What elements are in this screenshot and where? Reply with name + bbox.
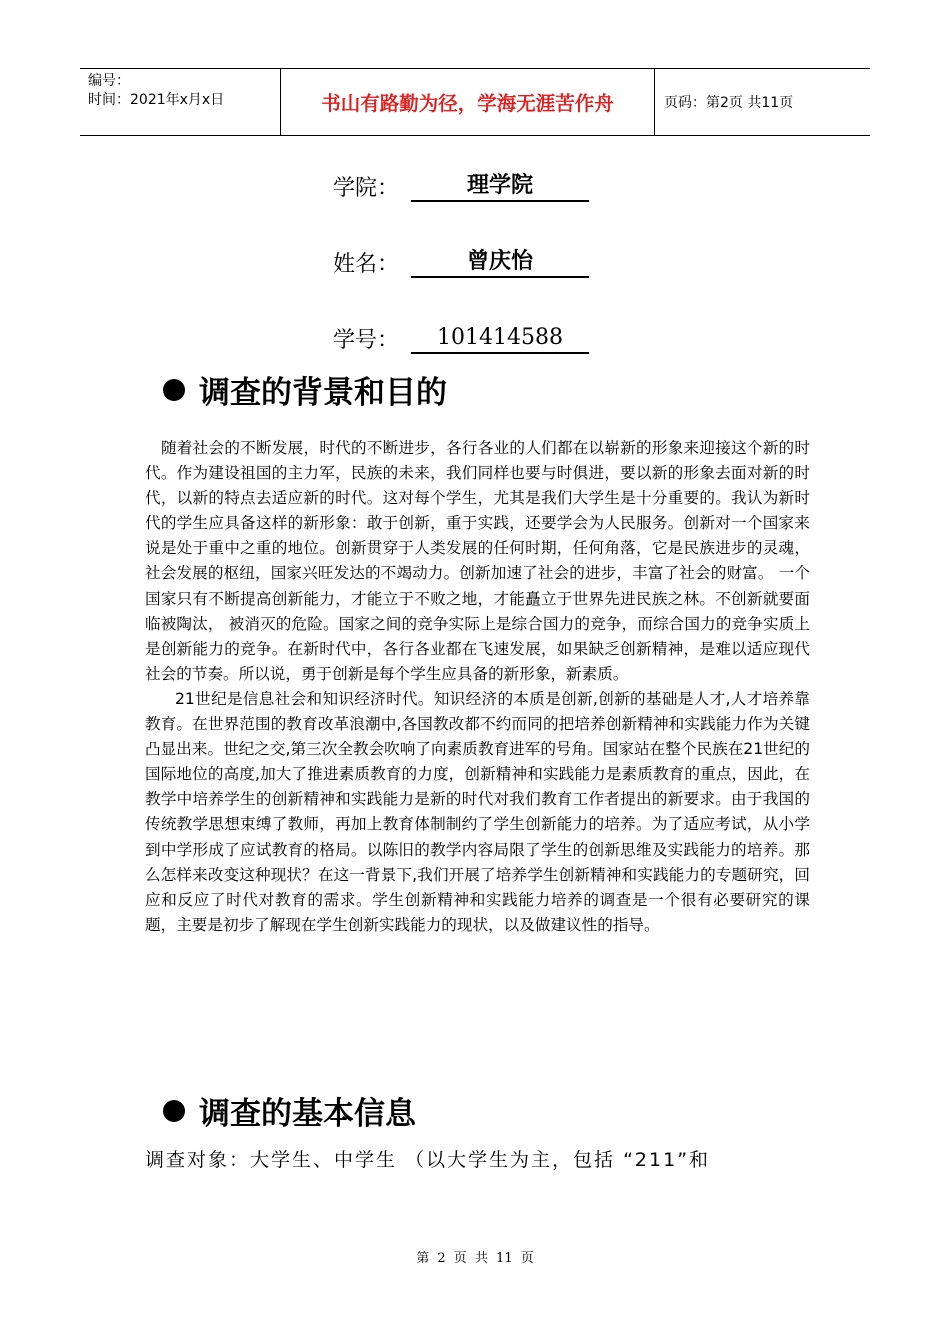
section-heading-basic-info xyxy=(163,1088,416,1133)
section-title: 调查的背景和目的 xyxy=(199,375,447,411)
section-heading-background xyxy=(163,367,447,412)
student-id-label: 学号： xyxy=(333,328,400,353)
page-header xyxy=(80,68,870,136)
student-id-value: 101414588 xyxy=(411,324,589,354)
document-number-label: 编号： xyxy=(88,73,130,89)
header-left-cell xyxy=(80,69,280,135)
college-value: 理学院 xyxy=(411,172,589,202)
name-label: 姓名： xyxy=(333,252,400,277)
page-footer: 第 2 页 共 11 页 xyxy=(416,1251,534,1266)
bullet-icon xyxy=(163,379,185,401)
name-field xyxy=(333,248,589,278)
paragraph: 随着社会的不断发展，时代的不断进步，各行各业的人们都在以崭新的形象来迎接这个新的时代。作为建设祖国的主力军，民族的未来，我们同样也要与时俱进，要以新的形象去面对新的时代，以新的特点去适应新的时代。这对每个学生，尤其是我们大学生是十分重要的。我认为新时代的学生应具备这样的新形象：敢于创新，重于实践，还要学会为人民服务。创新对一个国家来说是处于重中之重的地位。创新贯穿于人类发展的任何时期，任何角落，它是民族进步的灵魂，社会发展的枢纽，国家兴旺发达的不竭动力。创新加速了社会的进步，丰富了社会的财富。 一个国家只有不断提高创新能力，才能立于不败之地，才能矗立于世界先进民族之林。不创新就要面临被陶汰， 被消灭的危险。国家之间的竞争实际上是综合国力的竞争，而综合国力的竞争实质上是创新能力的竞争。在新时代中，各行各业都在飞速发展，如果缺乏创新精神，是难以适应现代社会的节奏。所以说，勇于创新是每个学生应具备的新形象，新素质。 xyxy=(145,439,810,683)
survey-subjects-line: 调查对象：大学生、中学生 （以大学生为主，包括 “211”和 xyxy=(145,1149,711,1171)
college-label: 学院： xyxy=(333,176,400,201)
college-field xyxy=(333,172,589,202)
name-value: 曾庆怡 xyxy=(411,248,589,278)
header-motto: 书山有路勤为径，学海无涯苦作舟 xyxy=(280,69,655,135)
section-body xyxy=(145,436,810,938)
student-id-field xyxy=(333,324,589,354)
section-title: 调查的基本信息 xyxy=(199,1096,416,1132)
bullet-icon xyxy=(163,1100,185,1122)
paragraph: 21世纪是信息社会和知识经济时代。知识经济的本质是创新,创新的基础是人才,人才培养靠教育。在世界范围的教育改革浪潮中,各国教改都不约而同的把培养创新精神和实践能力作为关键凸显出来。世纪之交,第三次全教会吹响了向素质教育进军的号角。国家站在整个民族在21世纪的国际地位的高度,加大了推进素质教育的力度，创新精神和实践能力是素质教育的重点，因此，在教学中培养学生的创新精神和实践能力是新的时代对我们教育工作者提出的新要求。由于我国的传统教学思想束缚了教师，再加上教育体制制约了学生创新能力的培养。为了适应考试，从小学到中学形成了应试教育的格局。以陈旧的教学内容局限了学生的创新思维及实践能力的培养。那么怎样来改变这种现状？在这一背景下,我们开展了培养学生创新精神和实践能力的专题研究，回应和反应了时代对教育的需求。学生创新精神和实践能力培养的调查是一个很有必要研究的课题，主要是初步了解现在学生创新实践能力的现状，以及做建议性的指导。 xyxy=(145,689,810,934)
header-page-info: 页码：第2页 共11页 xyxy=(664,95,794,111)
document-date-label: 时间：2021年x月x日 xyxy=(88,92,225,108)
